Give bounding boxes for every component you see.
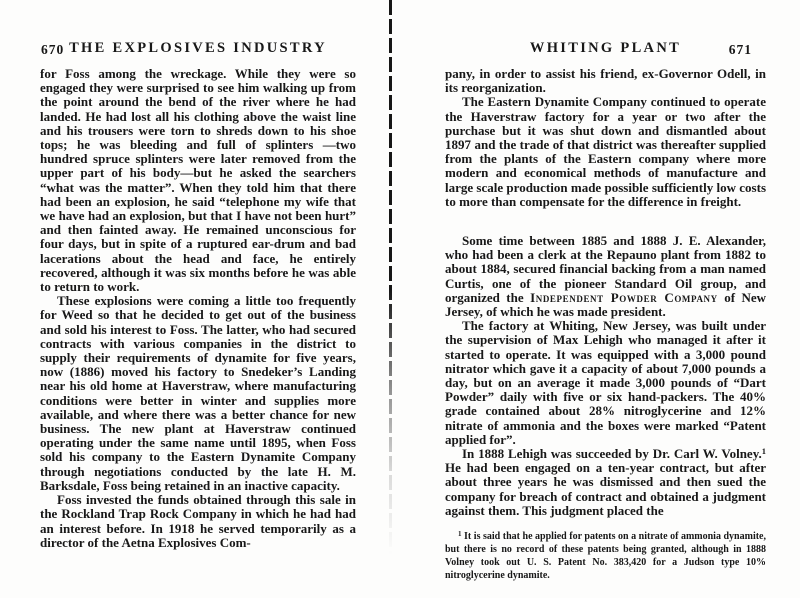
paragraph xyxy=(445,234,766,319)
paragraph: The Eastern Dynamite Company continued to operate the Haverstraw factory for a year or two after the purchase but it was shut down and dismantled about 1897 and the trade of that district was thereafter supplied from the plants of the Eastern company where more modern and economical methods of manufacture and large scale production made possible sufficiently low costs to more than compensate for the difference in freight. xyxy=(445,94,766,209)
paragraph: These explosions were coming a little too frequently for Weed so that he decided to get out of the business and sold his interest to Foss. The latter, who had secured contracts with various companies in the district to supply their requirements of dynamite for five years, now (1886) moved his factory to Snedeker’s Landing near his old home at Haverstraw, where manufacturing conditions were better in winter and supplies more available, and where there was a better chance for new business. The new plant at Haverstraw continued operating under the same name until 1895, when Foss sold his company to the Eastern Dynamite Company through negotiations conducted by the late H. M. Barksdale, Foss being retained in an inactive capacity. xyxy=(40,293,356,493)
page-right-body xyxy=(445,67,766,518)
paragraph-text: of New Jersey, of which he was made president. xyxy=(445,289,766,320)
paragraph: pany, in order to assist his friend, ex-Governor Odell, in its reorganization. xyxy=(445,66,766,96)
footnote xyxy=(445,530,766,582)
page-left xyxy=(40,40,356,598)
right-page-number: 671 xyxy=(728,42,752,57)
page-left-header xyxy=(40,40,356,67)
left-page-number: 670 xyxy=(41,42,65,57)
paragraph-text: In 1888 Lehigh was succeeded by Dr. Carl W. Volney. xyxy=(462,446,762,462)
paragraph: for Foss among the wreckage. While they were so engaged they were surprised to see him walking up from the point around the bend of the river where he had landed. He had lost all his clothing above the waist line and his trousers were torn to shreds down to his shoe tops; he was bleeding and full of splinters —two hundred spruce splinters were later removed from the upper part of his body—but he asked the searchers “what was the matter”. When they told him that there had been an explosion, he said “telephone my wife that we have had an explosion, but that I have not been hurt” and then fainted away. He remained unconscious for four days, but in spite of a ruptured ear-drum and bad lacerations about the head and face, he entirely recovered, although it was six months before he was able to return to work. xyxy=(40,66,356,295)
gutter-fade xyxy=(388,0,393,578)
paragraph: The factory at Whiting, New Jersey, was built under the supervision of Max Lehigh who managed it after it started to operate. It was equipped with a 3,000 pound nitrator which gave it a capacity of about 7,000 pounds a day, but on an average it made 3,000 pounds of “Dart Powder” daily with five or six hand-packers. The 40% grade contained about 28% nitroglycerine and 12% nitrate of ammonia and the boxes were marked “Patent applied for”. xyxy=(445,318,766,447)
left-running-title: THE EXPLOSIVES INDUSTRY xyxy=(69,40,327,56)
page-right-header xyxy=(445,40,766,67)
footnote-text: It is said that he applied for patents on a nitrate of ammonia dynamite, but there is no record of these patents being granted, although in 1888 Volney took out U. S. Patent No. 383,420 for a Judson type 10% nitroglycerine dynamite. xyxy=(445,531,766,581)
footnote-marker: 1 xyxy=(458,530,462,538)
paragraph-text: He had been engaged on a ten-year contract, but after about three years he was dismissed and then sued the company for breach of contract and obtained a judgment against them. This judgment placed the xyxy=(445,460,766,518)
paragraph xyxy=(445,447,766,518)
page-left-body xyxy=(40,67,356,550)
footnote-reference-mark: 1 xyxy=(761,446,766,457)
paragraph-text: Some time between 1885 and 1888 J. E. Alexander, who had been a clerk at the Repauno plant from 1882 to about 1884, secured financial backing from a man named Curtis, one of the pioneer Standard Oil group, and organized the xyxy=(445,233,766,305)
right-running-title: WHITING PLANT xyxy=(529,40,682,56)
binding-gutter-line xyxy=(389,0,392,578)
company-name-smallcaps: Independent Powder Company xyxy=(530,289,718,305)
paragraph: Foss invested the funds obtained through this sale in the Rockland Trap Rock Company in which he had had an interest before. In 1918 he served temporarily as a director of the Aetna Explosives Com- xyxy=(40,492,356,550)
page-right xyxy=(445,40,766,598)
